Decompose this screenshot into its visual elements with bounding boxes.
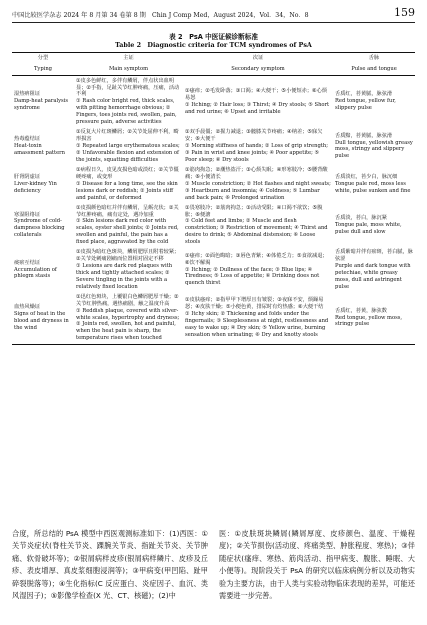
pulse-cn: 舌质红，苔黄，脉弦数 bbox=[335, 307, 387, 314]
main-cell bbox=[74, 203, 183, 248]
table-row bbox=[12, 292, 415, 344]
secondary-cn: ①双手晨僵；②握力减退；③髋膝关节疼痛；④纳差；⑤寐欠安；⑥大便干 bbox=[185, 129, 323, 143]
main-en: ① Lesions are dark red plaques with thick and tightly attached scales; ② Severe tingling in the joints with a relatively fixed location bbox=[76, 263, 173, 290]
type-en: Heat-toxin amassment pattern bbox=[14, 142, 65, 156]
secondary-en: ① Itching; ② Dullness of the face; ③ Blue lips; ④ Tiredness; ⑤ Loss of appetite; ⑥ Drinking does not quench thirst bbox=[185, 266, 320, 287]
page bbox=[12, 6, 415, 345]
main-cn: ①皮损颜色暗红并伴有鳞屑，呈蛎壳状；②关节红肿疼痛，痛有定处，遇冷加重 bbox=[76, 204, 179, 218]
main-cn: ①反复大片红斑鳞屑；②关节处屈伸不利，畸形损害 bbox=[76, 129, 179, 143]
pulse-cn: 舌质淡红，苔少白，脉沉细 bbox=[335, 173, 398, 180]
table-row bbox=[12, 248, 415, 293]
header-secondary-cn: 次证 bbox=[183, 53, 333, 64]
pulse-cn: 舌质红，苔黄腻，脉弦滑 bbox=[335, 91, 393, 98]
pulse-en: Red tongue, yellow moss, stringy pulse bbox=[335, 314, 403, 328]
secondary-en: ① Itchy skin; ② Thickening and folds under the fingernails; ③ Sleeplessness at night, restlessness and easy to wake up; ④ Dry skin; ⑤ Yellow urine, burning sensation when urinating; ⑥ Dry and knotty stools bbox=[185, 311, 329, 338]
pulse-en: Purple and dark tongue with petechiae, white greasy moss, dull and astringent pulse bbox=[335, 263, 411, 290]
type-en: Accumulation of phlegm stasis bbox=[14, 266, 57, 280]
pulse-cell bbox=[333, 248, 415, 293]
body-paragraph-right: 医：①皮肤斑块鳞屑(鳞屑厚度、皮疹颜色、温度、干燥程度)；②关节损伤(活动度、疼痛类型、肿胀程度、寒热)；③伴随症状(瘙痒、寒热、筋肉活动、指甲病变、腹胀、睡眠、大小便等)。现阶段关于 PsA 的研究以临床病例分析以及动物实验为主要方法，由于人类与实验动物临床表现的差异，可能还需要进一步完善。 bbox=[219, 529, 415, 600]
main-en: ① Skin lesions dark red color with scales, oyster shell joints; ② Joints red, swollen and painful, the pain has a fixed place, aggravated by the cold bbox=[76, 218, 179, 246]
header-typing-cn: 分型 bbox=[12, 53, 74, 64]
table-row bbox=[12, 128, 415, 166]
pulse-cn: 舌质淡，苔白，脉沉紧 bbox=[335, 214, 387, 221]
table-row bbox=[12, 203, 415, 248]
secondary-cn: ①瘙痒；②毛发卧落；③口渴；④大便干；⑤小便短赤；⑥心烦易怒 bbox=[185, 88, 328, 101]
secondary-cell bbox=[183, 128, 333, 166]
type-cn: 肝肾阴虚证 bbox=[14, 173, 40, 180]
header-pulse-en: Pulse and tongue bbox=[333, 64, 415, 75]
header-main-cn: 主证 bbox=[74, 53, 183, 64]
table-caption bbox=[12, 33, 415, 49]
type-cn: 湿热痹阻证 bbox=[14, 91, 40, 98]
type-en: Damp-heat paralysis syndrome bbox=[14, 98, 69, 112]
type-cell bbox=[12, 128, 74, 166]
type-cell bbox=[12, 248, 74, 293]
pulse-cell bbox=[333, 292, 415, 344]
secondary-cell bbox=[183, 248, 333, 293]
main-cell bbox=[74, 165, 183, 203]
header-typing-en: Typing bbox=[12, 64, 74, 75]
secondary-cell bbox=[183, 292, 333, 344]
type-cell bbox=[12, 203, 74, 248]
pulse-en: Tongue pale red, moss less white, pulse sunken and fine bbox=[335, 180, 411, 194]
main-en: ① Rash color bright red, thick scales, with pitting hemorrhage obvious; ② Fingers, toes joints red, swollen, pain, pressure pain, adverse activities bbox=[76, 98, 177, 126]
main-en: ① Repeated large erythematous scales; ② Unfavorable flexion and extension of the joints, squatting difficulties bbox=[76, 142, 180, 163]
main-cell bbox=[74, 292, 183, 344]
pulse-cn: 舌质紫暗并伴有瘀斑，苔白腻，脉弦涩 bbox=[335, 249, 413, 263]
main-en: ① Disease for a long time, see the skin lesions dark or reddish; ② Joints stiff and painful, or deformed bbox=[76, 180, 178, 201]
running-header bbox=[12, 6, 415, 23]
secondary-cell bbox=[183, 203, 333, 248]
pulse-en: Dull tongue, yellowish greasy moss, stringy and slippery pulse bbox=[335, 139, 413, 160]
pulse-cell bbox=[333, 76, 415, 128]
secondary-en: ① Cold feet and limbs; ② Muscle and flesh constriction; ③ Restriction of movement; ④ Thirst and desire to drink; ⑤ Abdominal distension; ⑥ Loose stools bbox=[185, 218, 328, 246]
type-cell bbox=[12, 292, 74, 344]
secondary-cn: ①瘙痒；②面色晦暗；③唇色青紫；④体倦乏力；⑤食欲减退；⑥饮不解渴 bbox=[185, 252, 328, 266]
main-en: ① Reddish plaque, covered with silver-white scales, hypertrophy and dryness; ② Joints red, swollen, hot and painful, when the heat pain is sharp, the temperature rises when touched bbox=[76, 307, 180, 342]
secondary-cell bbox=[183, 165, 333, 203]
header-main-en: Main symptom bbox=[74, 64, 183, 75]
main-cell bbox=[74, 76, 183, 128]
type-cn: 血热风燥证 bbox=[14, 304, 40, 311]
header-secondary-en: Secondary symptom bbox=[183, 64, 333, 75]
header-pulse-cn: 舌脉 bbox=[333, 53, 415, 64]
table-row bbox=[12, 76, 415, 128]
table-title-en: Table 2 Diagnostic criteria for TCM syndromes of PsA bbox=[115, 41, 312, 50]
body-text bbox=[12, 528, 415, 602]
secondary-en: ① Morning stiffness of hands; ② Loss of grip strength; ③ Pain in wrist and knee joints; ④ Poor appetite; ⑤ Poor sleep; ⑥ Dry stools bbox=[185, 142, 328, 163]
type-en: Signs of heat in the blood and dryness in the wind bbox=[14, 311, 69, 331]
main-cn: ①病程日久，皮见皮损色暗或淡红；②关节僵硬疼痛，或变形 bbox=[76, 166, 179, 180]
pulse-cell bbox=[333, 165, 415, 203]
type-en: Liver-kidney Yin deficiency bbox=[14, 180, 57, 194]
type-cn: 热毒蕴结证 bbox=[14, 136, 40, 143]
type-cn: 寒湿阻络证 bbox=[14, 211, 40, 218]
type-cell bbox=[12, 165, 74, 203]
secondary-cell bbox=[183, 76, 333, 128]
type-cn: 痰瘀互结证 bbox=[14, 259, 40, 266]
secondary-en: ① Muscle constriction; ② Hot flashes and night sweats; ③ Heartburn and insomnia; ④ Coldness; ⑤ Lumbar and back pain; ⑥ Prolonged urination bbox=[185, 180, 331, 201]
diagnostic-criteria-table bbox=[12, 52, 415, 345]
main-cell bbox=[74, 128, 183, 166]
journal-citation: 中国比较医学杂志 2024 年 8 月第 34 卷第 8 期 Chin J Comp Med，August 2024，Vol．34，No．8 bbox=[12, 12, 309, 19]
page-number: 159 bbox=[394, 6, 415, 19]
pulse-cell bbox=[333, 203, 415, 248]
secondary-en: ① Itching; ② Hair loss; ③ Thirst; ④ Dry stools; ⑤ Short and red urine; ⑥ Upset and irritable bbox=[185, 101, 330, 115]
main-cn: ①迅红色斑块，上覆银白色鳞屑肥厚干燥；②关节红肿热痛，遇热痛剧，触之温度升高 bbox=[76, 293, 179, 307]
type-cell bbox=[12, 76, 74, 128]
type-en: Syndrome of cold-dampness blocking collaterals bbox=[14, 218, 65, 239]
secondary-cn: ①皮肤瘙痒；②指甲甲下增厚且有皱裂；③夜寐不安，烦躁易怒；④皮肤干燥；⑤小便色黄，排尿时有灼热感；⑥大便干结 bbox=[185, 297, 324, 311]
pulse-cell bbox=[333, 128, 415, 166]
pulse-cn: 舌质黯，苔黄腻，脉弦滑 bbox=[335, 132, 393, 139]
pulse-en: Tongue pale, moss white, pulse dull and slow bbox=[335, 221, 402, 235]
secondary-cn: ①筋肉拘急；②潮热盗汗；③心烦失眠；④形寒肢冷；⑤腰背酸痛；⑥小便清长 bbox=[185, 166, 328, 180]
table-row bbox=[12, 165, 415, 203]
secondary-cn: ①畏寒肢冷；②筋肉拘急；③活动受限；④口渴不欲饮；⑤腹胀；⑥便溏 bbox=[185, 204, 323, 218]
main-cn: ①皮多色鲜红，多伴有鳞屑，伴点状出血明显；②手指，足趾关节红肿疼痛，压痛，活动不利 bbox=[76, 77, 180, 98]
pulse-en: Red tongue, yellow fur, slippery pulse bbox=[335, 98, 396, 112]
main-cell bbox=[74, 248, 183, 293]
body-paragraph-left: 合度，所总结的 PsA 模型中西医观测标准如下：(1)西医：①关节炎症状(脊柱关节炎、踝腕关节炎、指趾关节炎、关节肿痛、软骨破坏等)；②银屑病样皮疹(银屑病样鳞片、皮疹及丘疹、表皮增厚、真皮浆细胞浸润等)；③甲病变(甲凹陷、趾甲碎裂脱落等)；④生化指标(C 反应蛋白、炎症因子、血沉、类风湿因子)；⑤影像学检查(X 光、CT、核磁)；(2)中 bbox=[12, 529, 208, 600]
table-title-cn: 表 2 PsA 中医证候诊断标准 bbox=[169, 33, 258, 41]
main-cn: ①皮损为暗红色斑块，鳞屑肥厚且附着较紧；②关节处刺痛剧痛而位置相对固定不移 bbox=[76, 249, 180, 263]
